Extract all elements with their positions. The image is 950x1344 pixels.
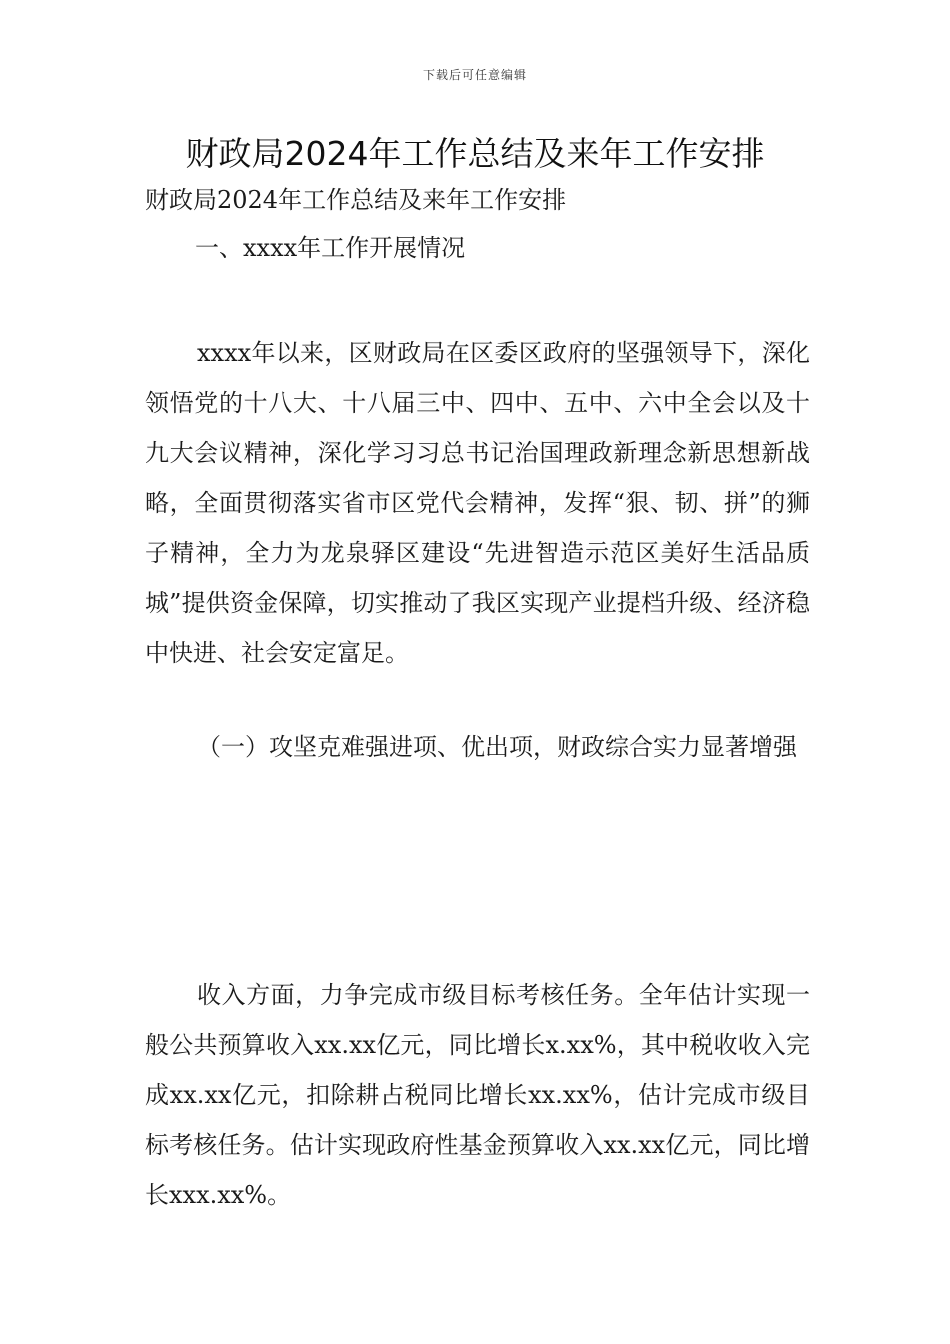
paragraph-revenue: 收入方面，力争完成市级目标考核任务。全年估计实现一般公共预算收入xx.xx亿元，同比增长x.xx%，其中税收收入完成xx.xx亿元，扣除耕占税同比增长xx.xx%，估计完成市级目标考核任务。估计实现政府性基金预算收入xx.xx亿元，同比增长xxx.xx%。 (145, 981, 810, 1209)
paragraph-intro: xxxx年以来，区财政局在区委区政府的坚强领导下，深化领悟党的十八大、十八届三中、四中、五中、六中全会以及十九大会议精神，深化学习习总书记治国理政新理念新思想新战略，全面贯彻落实省市区党代会精神，发挥“狠、韧、拼”的狮子精神，全力为龙泉驿区建设“先进智造示范区美好生活品质城”提供资金保障，切实推动了我区实现产业提档升级、经济稳中快进、社会安定富足。 (145, 339, 810, 667)
header-note: 下载后可任意编辑 (422, 68, 527, 82)
document-title: 财政局2024年工作总结及来年工作安排 (185, 134, 765, 173)
document-subtitle: 财政局2024年工作总结及来年工作安排 (145, 186, 567, 214)
paragraph-subheading: （一）攻坚克难强进项、优出项，财政综合实力显著增强 (197, 733, 797, 761)
section-heading: 一、xxxx年工作开展情况 (195, 234, 466, 262)
